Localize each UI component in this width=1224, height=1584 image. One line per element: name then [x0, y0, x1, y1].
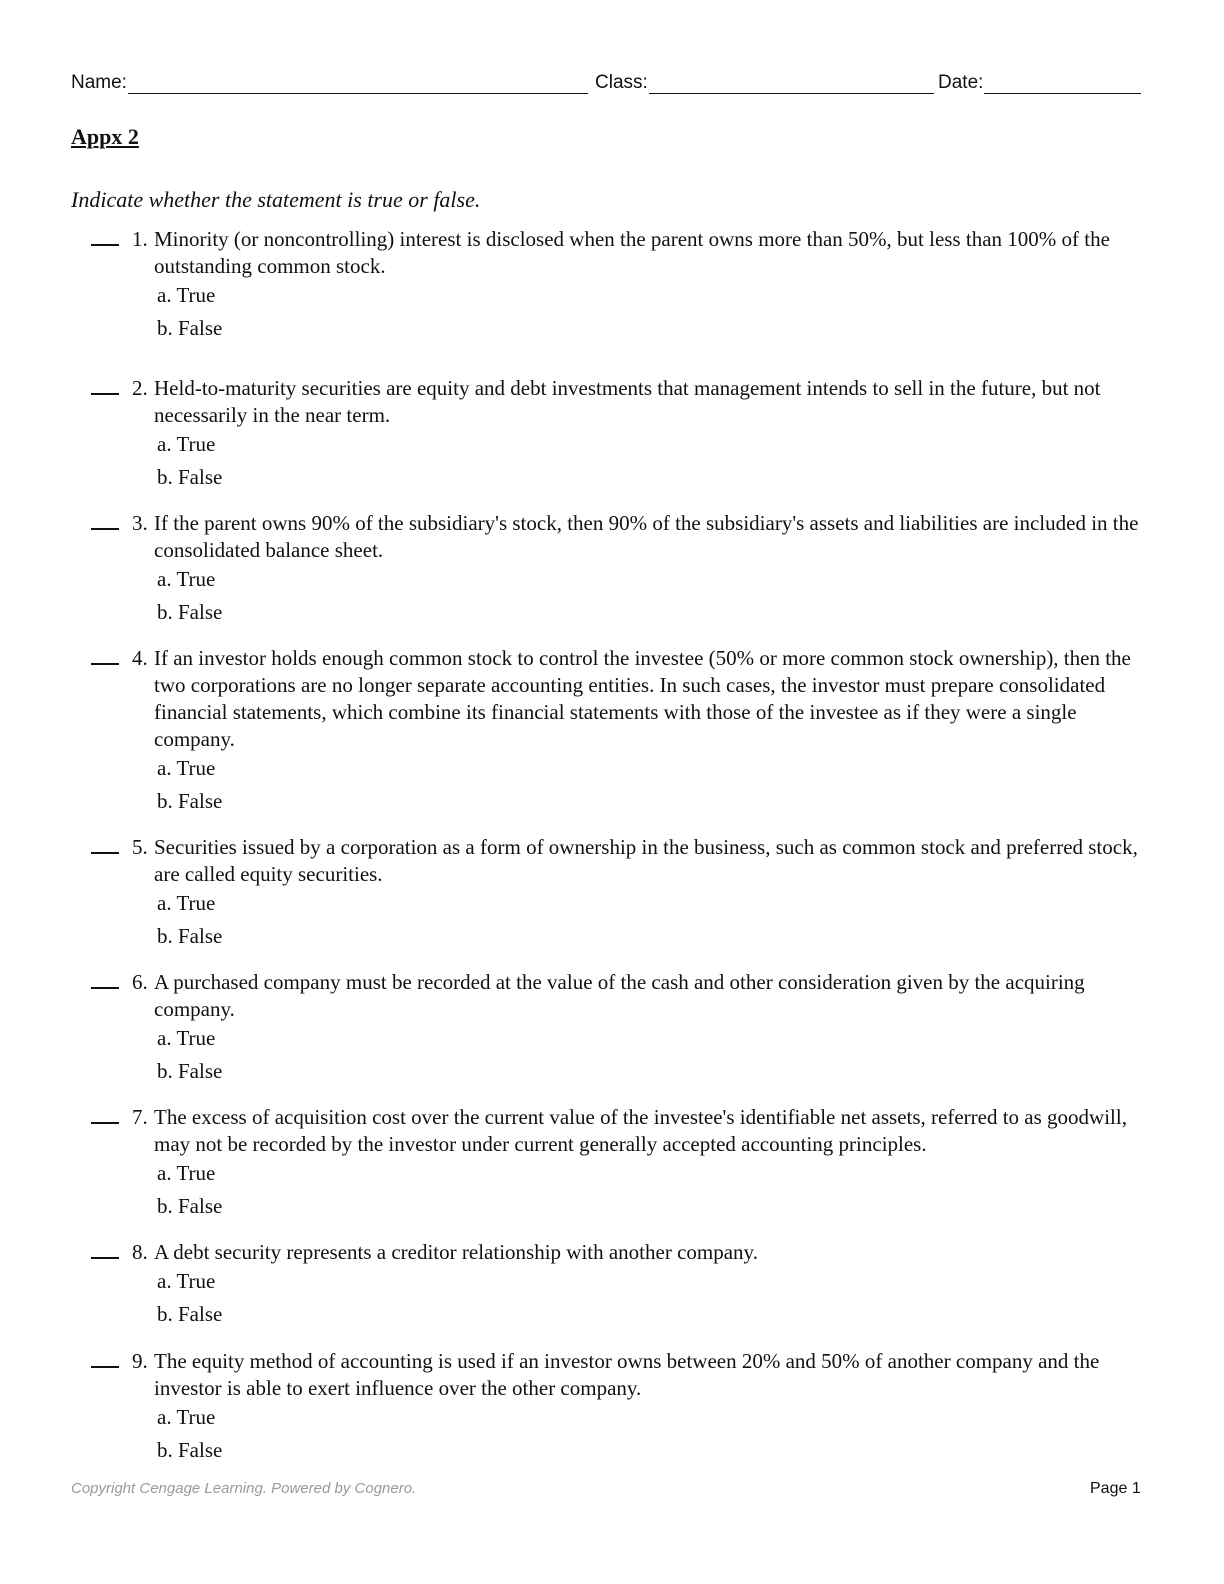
option-a[interactable]: a. True [157, 283, 216, 307]
section-title: Appx 2 [71, 124, 139, 149]
option-a[interactable]: a. True [157, 1405, 216, 1429]
question-number: 8. [132, 1240, 148, 1264]
question-text: If the parent owns 90% of the subsidiary's stock, then 90% of the subsidiary's assets and liabilities are included in the consolidated balance sheet. [154, 511, 1139, 562]
instructions: Indicate whether the statement is true or false. [71, 187, 481, 212]
question-text: The equity method of accounting is used if an investor owns between 20% and 50% of another company and the investor is able to exert influence over the other company. [154, 1349, 1100, 1400]
option-b[interactable]: b. False [157, 924, 223, 948]
option-a[interactable]: a. True [157, 1269, 216, 1293]
option-b[interactable]: b. False [157, 1438, 223, 1462]
answer-blank[interactable] [91, 1257, 119, 1259]
option-b[interactable]: b. False [157, 465, 223, 489]
answer-blank[interactable] [91, 852, 119, 854]
copyright-footer: Copyright Cengage Learning. Powered by Cognero. [71, 1480, 417, 1497]
answer-blank[interactable] [91, 393, 119, 395]
question-number: 1. [132, 227, 148, 251]
page-number: Page 1 [1090, 1480, 1141, 1497]
option-b[interactable]: b. False [157, 789, 223, 813]
option-a[interactable]: a. True [157, 756, 216, 780]
question-text: Minority (or noncontrolling) interest is disclosed when the parent owns more than 50%, but less than 100% of the outstanding common stock. [154, 227, 1110, 278]
header [71, 72, 1141, 98]
question-number: 4. [132, 646, 148, 670]
date-label: Date: [938, 72, 984, 93]
question-text: The excess of acquisition cost over the current value of the investee's identifiable net assets, referred to as goodwill, may not be recorded by the investor under current generally accepted accounting principles. [154, 1105, 1127, 1156]
question-text: Held-to-maturity securities are equity and debt investments that management intends to sell in the future, but not necessarily in the near term. [154, 376, 1101, 427]
option-a[interactable]: a. True [157, 1161, 216, 1185]
question-text: A purchased company must be recorded at the value of the cash and other consideration given by the acquiring company. [154, 970, 1085, 1021]
question-number: 7. [132, 1105, 148, 1129]
name-field[interactable] [71, 72, 588, 94]
question-number: 5. [132, 835, 148, 859]
class-blank-line[interactable] [649, 72, 934, 94]
option-a[interactable]: a. True [157, 432, 216, 456]
answer-blank[interactable] [91, 1122, 119, 1124]
name-label: Name: [71, 72, 127, 93]
option-b[interactable]: b. False [157, 1194, 223, 1218]
question-text: If an investor holds enough common stock to control the investee (50% or more common stock ownership), then the two corporations are no longer separate accounting entities. In such cases, the investor must prepare consolidated financial statements, which combine its financial statements with those of the investee as if they were a single company. [154, 646, 1131, 751]
question-number: 2. [132, 376, 148, 400]
date-blank-line[interactable] [984, 72, 1141, 94]
question-number: 6. [132, 970, 148, 994]
class-label: Class: [595, 72, 648, 93]
option-a[interactable]: a. True [157, 1026, 216, 1050]
option-b[interactable]: b. False [157, 600, 223, 624]
name-blank-line[interactable] [128, 72, 588, 94]
date-field[interactable] [938, 72, 1141, 94]
option-a[interactable]: a. True [157, 891, 216, 915]
class-field[interactable] [595, 72, 934, 94]
answer-blank[interactable] [91, 987, 119, 989]
answer-blank[interactable] [91, 1366, 119, 1368]
answer-blank[interactable] [91, 244, 119, 246]
option-a[interactable]: a. True [157, 567, 216, 591]
option-b[interactable]: b. False [157, 1302, 223, 1326]
answer-blank[interactable] [91, 663, 119, 665]
question-text: A debt security represents a creditor relationship with another company. [154, 1240, 758, 1264]
option-b[interactable]: b. False [157, 316, 223, 340]
answer-blank[interactable] [91, 528, 119, 530]
question-number: 3. [132, 511, 148, 535]
question-text: Securities issued by a corporation as a form of ownership in the business, such as common stock and preferred stock, are called equity securities. [154, 835, 1138, 886]
option-b[interactable]: b. False [157, 1059, 223, 1083]
question-number: 9. [132, 1349, 148, 1373]
